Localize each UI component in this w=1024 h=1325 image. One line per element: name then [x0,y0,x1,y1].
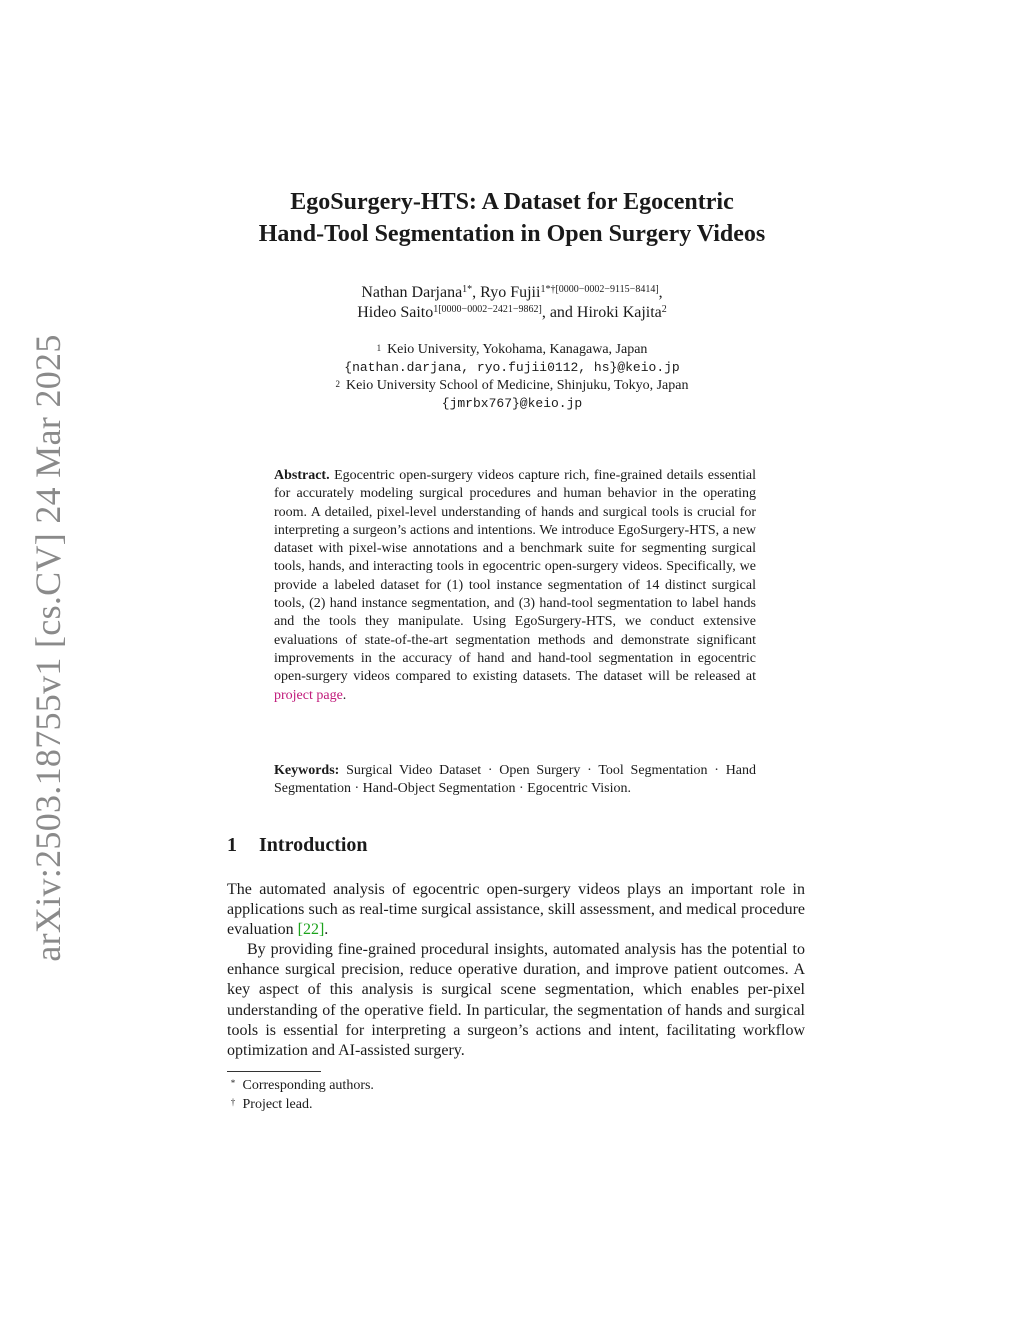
affiliation-1-email: {nathan.darjana, ryo.fujii0112, hs}@keio.jp [344,360,680,375]
paragraph-end: . [324,921,329,939]
author-separator: , [658,284,663,301]
section-heading [227,834,368,857]
abstract-end: . [342,687,347,703]
section-number: 1 [227,834,237,856]
title-line-1: EgoSurgery-HTS: A Dataset for Egocentric [290,189,734,215]
author-line-2 [0,303,1024,323]
author-affil-mark: 1* [462,284,473,295]
author-name: Hideo Saito [357,304,434,321]
affiliation-text: Keio University School of Medicine, Shinjuku, Tokyo, Japan [345,378,689,393]
abstract-label: Abstract. [274,468,330,483]
author-name: Nathan Darjana [361,284,463,301]
keywords-label: Keywords: [274,763,340,778]
paper-title [0,186,1024,250]
author-name: , Ryo Fujii [472,284,541,301]
author-affil-mark: 1[0000−0002−2421−9862] [433,304,542,315]
footnote-2 [227,1095,374,1114]
citation-link[interactable]: [22] [297,921,325,939]
footnote-text: Corresponding authors. [242,1078,374,1093]
affiliation-1 [0,341,1024,359]
footnote-divider [227,1071,321,1072]
footnote-mark: † [230,1097,236,1107]
footnote-text: Project lead. [242,1097,313,1112]
author-line-1 [0,283,1024,303]
affiliation-2-email: {jmrbx767}@keio.jp [441,396,583,411]
author-affil-mark: 1*†[0000−0002−9115−8414] [540,284,659,295]
keywords-text: Surgical Video Dataset · Open Surgery · Tool Segmentation · Hand Segmentation · Hand-Object Segmentation · Egocentric Vision. [274,763,757,797]
footnote-mark: * [230,1078,236,1088]
arxiv-identifier: arXiv:2503.18755v1 [cs.CV] 24 Mar 2025 [28,334,68,962]
affiliation-2 [0,377,1024,395]
affiliation-number: 2 [335,379,340,389]
paragraph-2: By providing fine-grained procedural insights, automated analysis has the potential to enhance surgical precision, reduce operative duration, and improve patient outcomes. A key aspect of this analysis is surgical scene segmentation, which enables per-pixel understanding of the operative field. In particular, the segmentation of hands and surgical tools is essential for interpreting a surgeon’s actions and intent, facilitating workflow optimization and AI-assisted surgery. [227,941,805,1059]
paragraph-text: The automated analysis of egocentric open-surgery videos plays an important role in applications such as real-time surgical assistance, skill assessment, and medical procedure evaluation [227,881,805,939]
author-affil-mark: 2 [661,304,667,315]
footnote-1 [227,1076,374,1095]
body-text [227,880,805,1061]
affiliation-number: 1 [376,343,382,353]
abstract-text: Egocentric open-surgery videos capture rich, fine-grained details essential for accurately modeling surgical procedures and human behavior in the operating room. A detailed, pixel-level understanding of hands and surgical tools is crucial for interpreting a surgeon’s actions and intentions. We introduce EgoSurgery-HTS, a new dataset with pixel-wise annotations and a benchmark suite for segmenting surgical tools, hands, and interacting tools in egocentric open-surgery videos. Specifically, we provide a labeled dataset for (1) tool instance segmentation of 14 distinct surgical tools, (2) hand instance segmentation, and (3) hand-tool segmentation to label hands and the tools they manipulate. Using EgoSurgery-HTS, we conduct extensive evaluations of state-of-the-art segmentation methods and demonstrate significant improvements in the accuracy of hand and hand-tool segmentation in egocentric open-surgery videos compared to existing datasets. The dataset will be released at [274,468,756,685]
paragraph-1 [227,880,805,940]
affiliation-text: Keio University, Yokohama, Kanagawa, Japan [387,342,648,357]
keywords [274,762,756,799]
affiliations [0,341,1024,413]
footnotes [227,1076,374,1114]
section-title: Introduction [259,834,368,856]
author-name: , and Hiroki Kajita [541,304,662,321]
title-line-2: Hand-Tool Segmentation in Open Surgery Videos [258,221,766,247]
abstract [274,467,756,705]
project-page-link[interactable]: project page [274,687,343,703]
author-list [0,283,1024,323]
